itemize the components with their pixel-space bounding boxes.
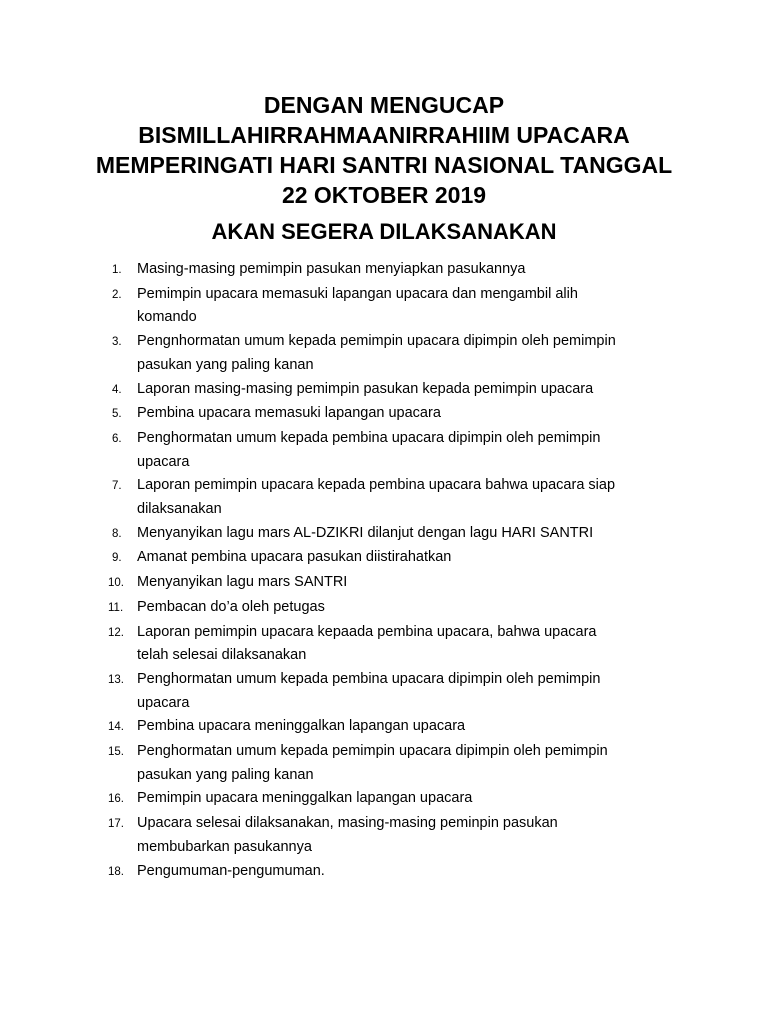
list-item-text (137, 474, 696, 521)
list-item (96, 596, 696, 621)
list-item-line: Masing-masing pemimpin pasukan menyiapkan pasukannya (137, 261, 526, 277)
title-line: DENGAN MENGUCAP (263, 92, 505, 118)
list-item-number: 8. (112, 527, 122, 540)
list-item-line: pasukan yang paling kanan (137, 766, 314, 783)
list-item-text (137, 571, 696, 595)
list-item-number: 10. (108, 577, 124, 590)
list-item-number: 7. (112, 480, 122, 493)
list-item-number: 15. (108, 746, 124, 759)
list-item-line: Pembina upacara meninggalkan lapangan upacara (137, 718, 466, 735)
list-item-line: Pembina upacara memasuki lapangan upacara (137, 405, 441, 422)
list-item (96, 378, 696, 403)
list-item-line: Laporan pemimpin upacara kepaada pembina upacara, bahwa upacara (137, 623, 597, 640)
list-item (96, 621, 696, 668)
list-item-line: Menyanyikan lagu mars SANTRI (137, 574, 348, 591)
list-item-line: upacara (137, 694, 190, 711)
list-item (96, 860, 696, 885)
list-item (96, 283, 696, 330)
list-item-line: Upacara selesai dilaksanakan, masing-masing peminpin pasukan (137, 815, 558, 832)
list-item (96, 740, 696, 787)
list-item-line: pasukan yang paling kanan (137, 356, 314, 373)
list-item-text (137, 283, 696, 330)
list-item-number: 13. (108, 673, 124, 686)
list-item-line: Menyanyikan lagu mars AL-DZIKRI dilanjut dengan lagu HARI SANTRI (137, 524, 594, 541)
list-item-line: Penghormatan umum kepada pembina upacara dipimpin oleh pemimpin (137, 429, 601, 446)
list-item-number: 4. (112, 383, 122, 396)
list-item-number: 5. (112, 408, 122, 421)
list-item-text (137, 427, 696, 474)
list-item-text (137, 740, 696, 787)
list-item-number: 17. (108, 818, 124, 831)
list-item-line: dilaksanakan (137, 501, 222, 518)
list-item-number: 16. (108, 793, 124, 806)
list-item-line: Pengnhormatan umum kepada pemimpin upacara dipimpin oleh pemimpin (137, 333, 616, 350)
list-item-number: 14. (108, 721, 124, 734)
list-item (96, 812, 696, 859)
list-item-number: 3. (112, 336, 122, 349)
title-line: BISMILLAHIRRAHMAANIRRAHIIM UPACARA (138, 122, 630, 148)
list-item-text (137, 787, 696, 811)
list-item (96, 571, 696, 596)
list-item-text (137, 596, 696, 620)
list-item-text (137, 330, 696, 377)
list-item-line: upacara (137, 453, 190, 470)
list-item-text (137, 812, 696, 859)
list-item-text (137, 258, 696, 282)
list-item-line: telah selesai dilaksanakan (137, 647, 307, 664)
list-item (96, 258, 696, 283)
list-item-text (137, 522, 696, 546)
procedure-list (96, 258, 696, 884)
title-line: MEMPERINGATI HARI SANTRI NASIONAL TANGGAL (95, 152, 673, 178)
list-item-line: Laporan masing-masing pemimpin pasukan kepada pemimpin upacara (137, 380, 594, 397)
list-item (96, 546, 696, 571)
list-item (96, 427, 696, 474)
document-subtitle: AKAN SEGERA DILAKSANAKAN (211, 219, 557, 244)
list-item-number: 6. (112, 432, 122, 445)
list-item-line: Amanat pembina upacara pasukan diistirahatkan (137, 549, 452, 566)
list-item (96, 715, 696, 740)
list-item-number: 2. (112, 288, 122, 301)
list-item-text (137, 402, 696, 426)
list-item-number: 11. (108, 601, 124, 614)
list-item-line: Penghormatan umum kepada pemimpin upacara dipimpin oleh pemimpin (137, 743, 608, 760)
list-item (96, 402, 696, 427)
list-item-text (137, 860, 696, 884)
list-item-text (137, 378, 696, 402)
list-item-line: Pemimpin upacara memasuki lapangan upacara dan mengambil alih (137, 285, 578, 302)
list-item (96, 474, 696, 521)
title-line: 22 OKTOBER 2019 (281, 182, 487, 208)
list-item-number: 12. (108, 626, 124, 639)
list-item (96, 787, 696, 812)
list-item-line: Penghormatan umum kepada pembina upacara dipimpin oleh pemimpin (137, 670, 601, 687)
list-item-number: 1. (112, 264, 122, 276)
list-item-number: 18. (108, 865, 124, 878)
document-title (60, 90, 708, 210)
list-item-line: Laporan pemimpin upacara kepada pembina upacara bahwa upacara siap (137, 477, 616, 494)
list-item-line: komando (137, 309, 197, 326)
list-item-text (137, 668, 696, 715)
list-item-number: 9. (112, 552, 122, 565)
list-item-line: Pemimpin upacara meninggalkan lapangan upacara (137, 790, 473, 807)
list-item-text (137, 621, 696, 668)
list-item-text (137, 546, 696, 570)
list-item-line: Pembacan do’a oleh petugas (137, 598, 325, 615)
list-item (96, 668, 696, 715)
list-item-line: membubarkan pasukannya (137, 838, 312, 855)
list-item-text (137, 715, 696, 739)
list-item (96, 330, 696, 377)
list-item-line: Pengumuman-pengumuman. (137, 862, 325, 879)
list-item (96, 522, 696, 547)
